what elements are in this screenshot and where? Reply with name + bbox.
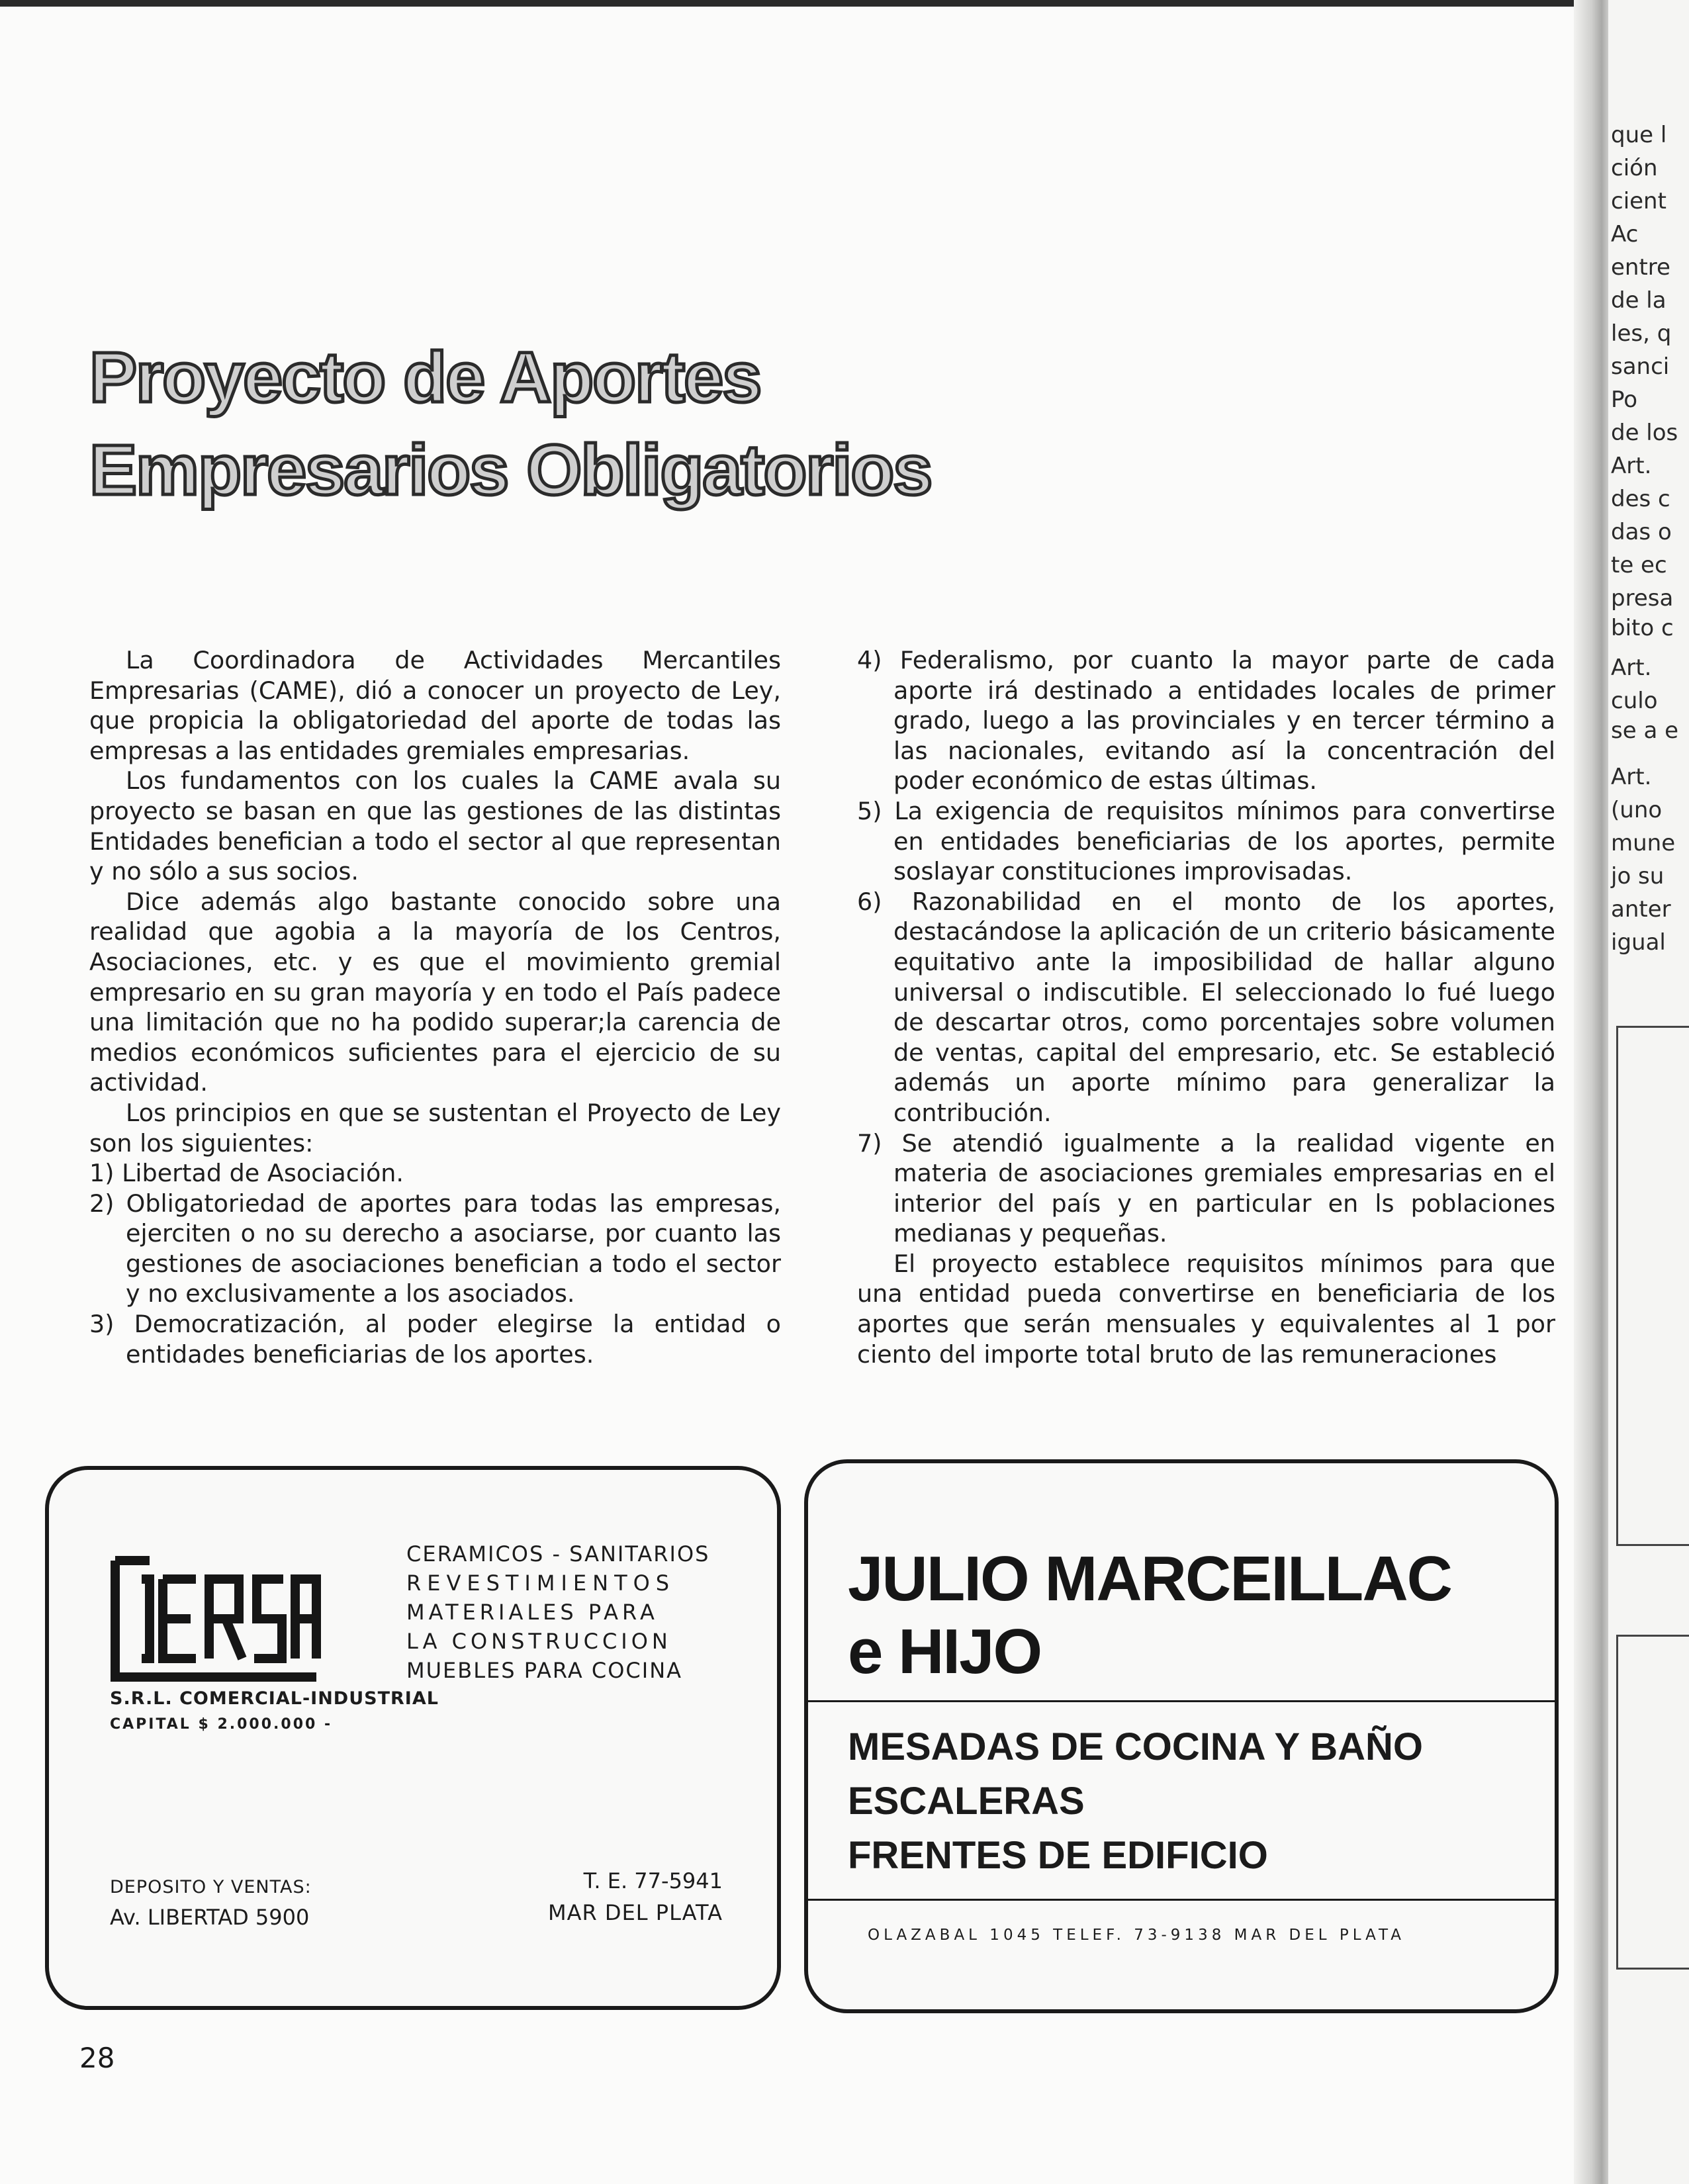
next-page-text-fragment: ción	[1611, 155, 1658, 181]
next-page-text-fragment: se a e	[1611, 717, 1678, 744]
next-page-text-fragment: des c	[1611, 486, 1670, 512]
next-page-text-fragment: mune	[1611, 830, 1676, 856]
article-paragraph: Dice además algo bastante conocido sobre una realidad que agobia a la mayoría de los Centros, Asociaciones, etc. y es que el movimiento gremial empresario en su gran mayoría y en todo el País padece una limitación que no ha podido superar;la carencia de medios económicos suficientes para el ejercicio de su actividad.	[89, 887, 781, 1097]
article-list-item: 6) Razonabilidad en el monto de los aportes, destacándose la aplicación de un criterio básicamente equitativo ante la imposibilidad de hallar alguno universal o indiscutible. El seleccionado lo fué luego de descartar otros, como porcentajes sobre volumen de ventas, capital del empresario, etc. Se estableció además un aporte mínimo para generalizar la contribución.	[857, 887, 1555, 1127]
next-page-text-fragment: que l	[1611, 122, 1667, 148]
next-page-text-fragment: igual	[1611, 929, 1666, 956]
marceillac-product-list	[848, 1720, 1423, 1883]
next-page-text-fragment: anter	[1611, 896, 1671, 923]
next-page-text-fragment: das o	[1611, 519, 1672, 545]
marceillac-name-line-2: e HIJO	[848, 1616, 1042, 1687]
cersa-product-line: MUEBLES PARA COCINA	[406, 1658, 683, 1683]
article-title	[89, 331, 931, 516]
cersa-city: MAR DEL PLATA	[548, 1900, 723, 1925]
article-list-item: 5) La exigencia de requisitos mínimos para convertirse en entidades beneficiarias de los aportes, permite soslayar constituciones improvisadas.	[857, 796, 1555, 886]
cersa-product-line: CERAMICOS - SANITARIOS	[406, 1541, 710, 1567]
marceillac-divider	[808, 1899, 1555, 1901]
marceillac-product-line: FRENTES DE EDIFICIO	[848, 1834, 1268, 1877]
next-page-edge	[1608, 0, 1689, 2184]
cersa-advertisement	[45, 1466, 781, 2010]
article-paragraph: Los principios en que se sustentan el Proyecto de Ley son los siguientes:	[89, 1098, 781, 1158]
next-page-text-fragment: jo su	[1611, 863, 1665, 889]
cersa-logo-icon	[110, 1553, 322, 1685]
next-page-text-fragment: bito c	[1611, 615, 1674, 641]
cersa-product-line: REVESTIMIENTOS	[406, 1570, 676, 1596]
next-page-text-fragment: te ec	[1611, 552, 1667, 578]
next-page-text-fragment: culo	[1611, 688, 1658, 714]
next-page-text-fragment: (uno	[1611, 797, 1663, 823]
next-page-text-fragment: Ac	[1611, 221, 1639, 248]
next-page-text-fragment: entre	[1611, 254, 1670, 281]
marceillac-contact: OLAZABAL 1045 TELEF. 73-9138 MAR DEL PLATA	[868, 1927, 1406, 1944]
next-page-text-fragment: presa	[1611, 585, 1674, 612]
next-page-frame	[1616, 1026, 1689, 1546]
marceillac-product-line: ESCALERAS	[848, 1780, 1085, 1823]
marceillac-company-name	[848, 1543, 1451, 1688]
article-list-item: 2) Obligatoriedad de aportes para todas las empresas, ejerciten o no su derecho a asociarse, por cuanto las gestiones de asociaciones benefician a todo el sector y no exclusivamente a los asociados.	[89, 1189, 781, 1308]
marceillac-name-line-1: JULIO MARCEILLAC	[848, 1543, 1451, 1614]
next-page-text-fragment: Art.	[1611, 453, 1652, 479]
article-column-right	[857, 645, 1555, 1369]
next-page-frame	[1616, 1635, 1689, 1970]
cersa-deposit-label: DEPOSITO Y VENTAS:	[110, 1877, 312, 1897]
cersa-address: Av. LIBERTAD 5900	[110, 1905, 310, 1930]
book-gutter	[1574, 0, 1614, 2184]
article-paragraph: La Coordinadora de Actividades Mercantiles Empresarias (CAME), dió a conocer un proyecto de Ley, que propicia la obligatoriedad del aporte de todas las empresas a las entidades gremiales empresarias.	[89, 646, 781, 765]
article-paragraph: Los fundamentos con los cuales la CAME avala su proyecto se basan en que las gestiones de las distintas Entidades benefician a todo el sector al que representan y no sólo a sus socios.	[89, 766, 781, 886]
next-page-text-fragment: Art.	[1611, 764, 1652, 790]
cersa-product-line: MATERIALES PARA	[406, 1600, 659, 1625]
top-edge-line	[0, 0, 1588, 7]
article-list-item: 3) Democratización, al poder elegirse la entidad o entidades beneficiarias de los aportes.	[89, 1310, 781, 1369]
next-page-text-fragment: Po	[1611, 387, 1638, 413]
article-column-left	[89, 645, 781, 1369]
cersa-capital: CAPITAL $ 2.000.000 -	[110, 1716, 333, 1733]
next-page-text-fragment: les, q	[1611, 320, 1672, 347]
cersa-product-list	[406, 1539, 709, 1685]
cersa-product-line: LA CONSTRUCCION	[406, 1629, 672, 1654]
marceillac-product-line: MESADAS DE COCINA Y BAÑO	[848, 1725, 1424, 1768]
article-list-item: 7) Se atendió igualmente a la realidad vigente en materia de asociaciones gremiales empresarias en el interior del país y en particular en ls poblaciones medianas y pequeñas.	[857, 1128, 1555, 1248]
article-title-line-2: Empresarios Obligatorios	[89, 430, 932, 510]
next-page-text-fragment: de los	[1611, 420, 1678, 446]
cersa-phone: T. E. 77-5941	[583, 1868, 723, 1893]
next-page-text-fragment: Art.	[1611, 655, 1652, 681]
next-page-text-fragment: cient	[1611, 188, 1666, 214]
article-list-item: 4) Federalismo, por cuanto la mayor parte de cada aporte irá destinado a entidades locales de primer grado, luego a las provinciales y en tercer término a las nacionales, evitando así la concentración del poder económico de estas últimas.	[857, 646, 1555, 796]
marceillac-advertisement	[804, 1459, 1559, 2013]
marceillac-divider	[808, 1700, 1555, 1702]
article-list-item: 1) Libertad de Asociación.	[89, 1159, 404, 1188]
article-title-line-1: Proyecto de Aportes	[89, 337, 761, 417]
next-page-text-fragment: sanci	[1611, 353, 1670, 380]
article-paragraph: El proyecto establece requisitos mínimos para que una entidad pueda convertirse en beneficiaria de los aportes que serán mensuales y equivalentes al 1 por ciento del importe total bruto de las remuneraciones	[857, 1249, 1555, 1369]
next-page-text-fragment: de la	[1611, 287, 1666, 314]
page-number: 28	[79, 2042, 115, 2074]
cersa-tagline: S.R.L. COMERCIAL-INDUSTRIAL	[110, 1688, 439, 1709]
